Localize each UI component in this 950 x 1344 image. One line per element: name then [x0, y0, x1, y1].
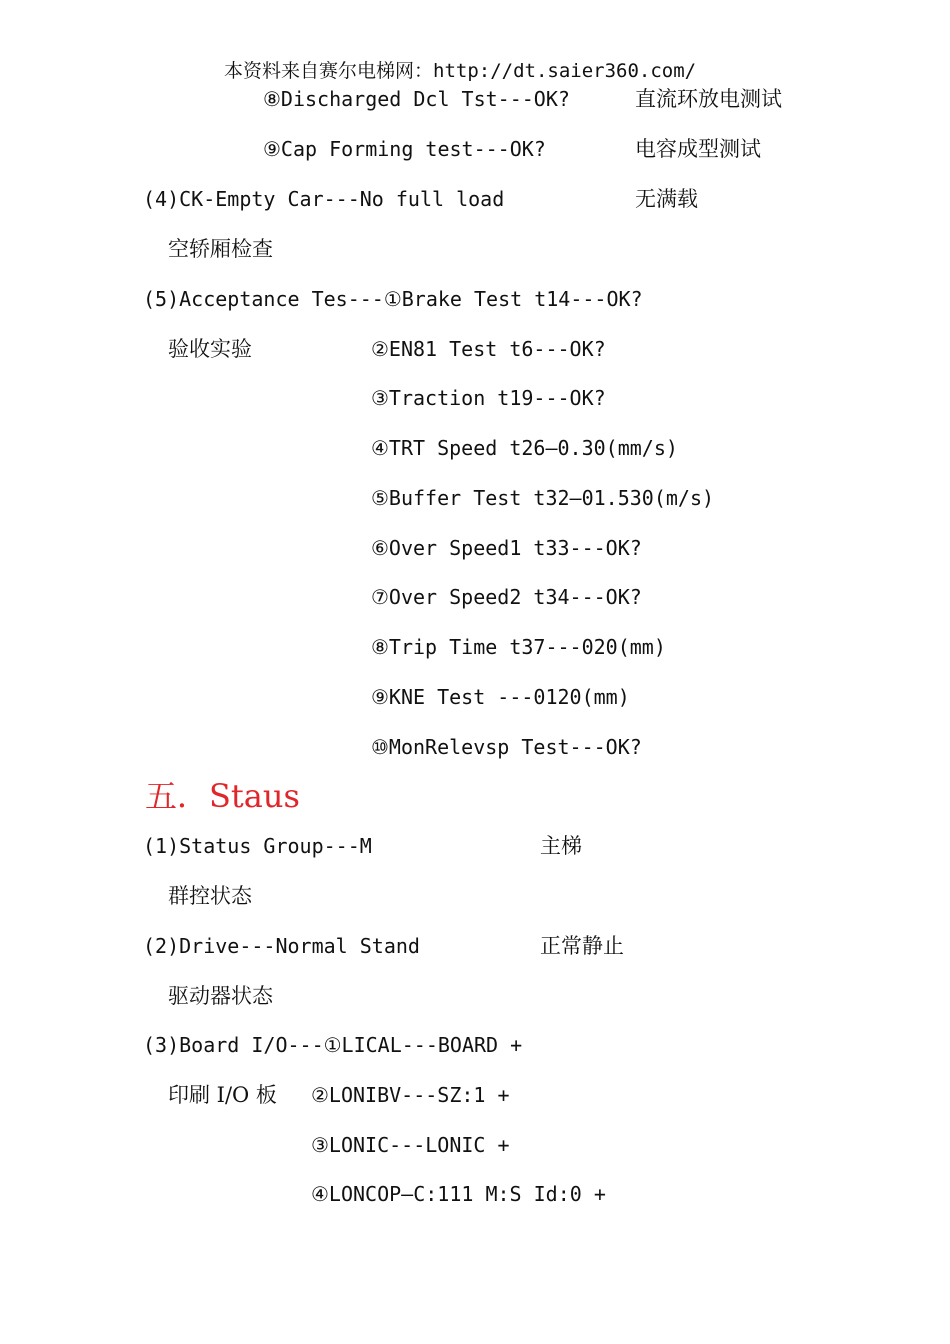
item-drive: (2)Drive---Normal Stand: [143, 934, 420, 958]
item-cap-forming-cn: 电容成型测试: [635, 137, 761, 161]
item-status-group: (1)Status Group---M: [143, 834, 372, 858]
item-drive-desc: 驱动器状态: [168, 984, 273, 1008]
item-drive-cn: 正常静止: [540, 934, 624, 958]
item-kne-test: ⑨KNE Test ---0120(mm): [371, 685, 630, 709]
item-board-io: (3)Board I/O---①LICAL---BOARD +: [143, 1033, 523, 1057]
item-ck-empty-car-desc: 空轿厢检查: [168, 237, 273, 261]
item-monrelevsp-test: ⑩MonRelevsp Test---OK?: [371, 735, 642, 759]
item-ck-empty-car: (4)CK-Empty Car---No full load: [143, 187, 505, 211]
item-over-speed1: ⑥Over Speed1 t33---OK?: [371, 536, 642, 560]
item-trt-speed: ④TRT Speed t26—0.30(mm/s): [371, 436, 678, 460]
item-trip-time: ⑧Trip Time t37---020(mm): [371, 635, 666, 659]
item-status-group-desc: 群控状态: [168, 884, 252, 908]
item-acceptance-desc: 验收实验: [168, 337, 252, 361]
item-ck-empty-car-cn: 无满载: [635, 187, 698, 211]
item-en81-test: ②EN81 Test t6---OK?: [371, 337, 606, 361]
section-title: 五．Staus: [145, 777, 300, 815]
item-lonibv: ②LONIBV---SZ:1 +: [311, 1083, 510, 1107]
item-discharged-dcl-cn: 直流环放电测试: [635, 87, 782, 111]
item-cap-forming: ⑨Cap Forming test---OK?: [263, 137, 546, 161]
item-status-group-cn: 主梯: [540, 834, 582, 858]
item-discharged-dcl: ⑧Discharged Dcl Tst---OK?: [263, 87, 570, 111]
item-over-speed2: ⑦Over Speed2 t34---OK?: [371, 585, 642, 609]
item-board-io-desc: 印刷 I/O 板: [168, 1083, 277, 1107]
item-loncop: ④LONCOP—C:111 M:S Id:0 +: [311, 1182, 606, 1206]
item-lonic: ③LONIC---LONIC +: [311, 1133, 510, 1157]
item-traction: ③Traction t19---OK?: [371, 386, 606, 410]
item-acceptance-test: (5)Acceptance Tes---①Brake Test t14---OK?: [143, 287, 643, 311]
page-header: 本资料来自赛尔电梯网：http://dt.saier360.com/: [224, 60, 697, 82]
item-buffer-test: ⑤Buffer Test t32—01.530(m/s): [371, 486, 715, 510]
